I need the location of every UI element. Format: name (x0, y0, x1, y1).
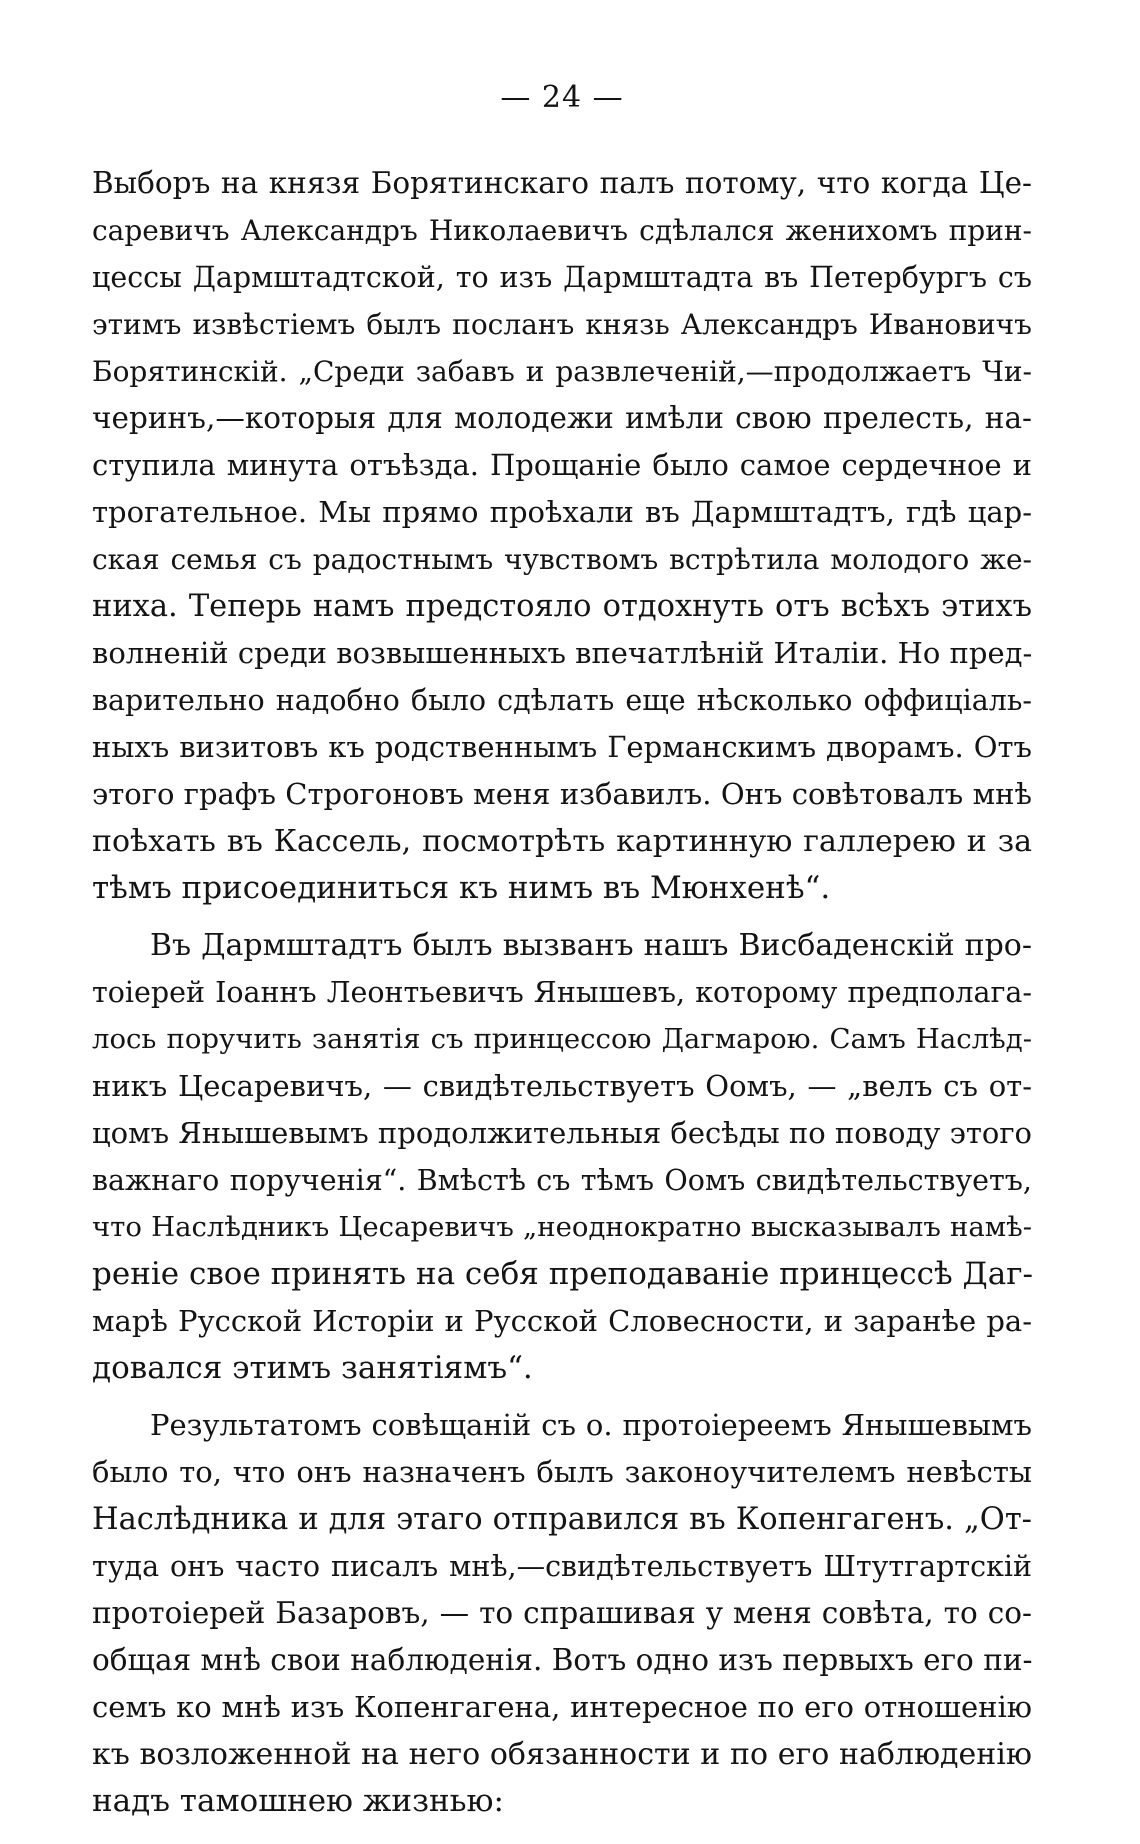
text-line: цессы Дармштадтской, то изъ Дармштадта въ Петербургъ съ (92, 261, 1032, 294)
text-line: важнаго порученія“. Вмѣстѣ съ тѣмъ Оомъ свидѣтельствуетъ, (92, 1164, 1032, 1197)
text-line: надъ тамошнею жизнью: (92, 1783, 504, 1819)
text-line: черинъ,—которыя для молодежи имѣли свою прелесть, на- (92, 401, 1032, 435)
text-line: марѣ Русской Исторіи и Русской Словесности, и заранѣе ра- (92, 1304, 1032, 1338)
text-line: протоіерей Базаровъ, — то спрашивая у меня совѣта, то со- (92, 1596, 1032, 1630)
text-line: тѣмъ присоединиться къ нимъ въ Мюнхенѣ“. (92, 870, 831, 906)
text-line: Наслѣдника и для этаго отправился въ Копенгагенъ. „От- (92, 1502, 1032, 1537)
text-line: ниха. Теперь намъ предстояло отдохнуть отъ всѣхъ этихъ (92, 589, 1032, 624)
paragraph (92, 160, 1032, 912)
text-line: что Наслѣдникъ Цесаревичъ „неоднократно высказывалъ намѣ- (92, 1211, 1032, 1243)
text-line: было то, что онъ назначенъ былъ законоучителемъ невѣсты (92, 1455, 1032, 1489)
body-text (92, 160, 1032, 1825)
book-page (92, 78, 1032, 1825)
text-line: Борятинскій. „Среди забавъ и развлеченій,—продолжаетъ Чи- (92, 355, 1032, 388)
text-line: къ возложенной на него обязанности и по его наблюденію (92, 1737, 1032, 1772)
text-line: ныхъ визитовъ къ родственнымъ Германскимъ дворамъ. Отъ (92, 730, 1032, 764)
page-number: — 24 — (500, 80, 624, 115)
text-line: тоіерей Іоаннъ Леонтьевичъ Янышевъ, которому предполага- (92, 976, 1032, 1009)
text-line: довался этимъ занятіямъ“. (92, 1350, 533, 1386)
text-line: лось поручить занятія съ принцессою Дагмарою. Самъ Наслѣд- (92, 1023, 1032, 1055)
text-line: варительно надобно было сдѣлать еще нѣсколько оффиціаль- (92, 684, 1032, 717)
paragraph (92, 922, 1032, 1392)
text-line: ступила минута отъѣзда. Прощаніе было самое сердечное и (92, 448, 1032, 482)
text-line: волненій среди возвышенныхъ впечатлѣній Италіи. Но пред- (92, 636, 1033, 670)
text-line: саревичъ Александръ Николаевичъ сдѣлался женихомъ прин- (92, 214, 1032, 247)
text-line: Результатомъ совѣщаній съ о. протоіереемъ Янышевымъ (150, 1408, 1032, 1442)
paragraph (92, 1402, 1032, 1825)
text-line: Выборъ на князя Борятинскаго палъ потому, что когда Це- (92, 166, 1032, 200)
text-line: этого графъ Строгоновъ меня избавилъ. Онъ совѣтовалъ мнѣ (92, 777, 1032, 811)
text-line: поѣхать въ Кассель, посмотрѣть картинную галлерею и за (92, 824, 1032, 859)
text-line: никъ Цесаревичъ, — свидѣтельствуетъ Оомъ, — „велъ съ от- (92, 1069, 1032, 1103)
text-line: реніе свое принять на себя преподаваніе принцессѣ Даг- (92, 1256, 1033, 1292)
text-line: общая мнѣ свои наблюденія. Вотъ одно изъ первыхъ его пи- (92, 1643, 1033, 1677)
text-line: этимъ извѣстіемъ былъ посланъ князь Александръ Ивановичъ (92, 308, 1032, 341)
text-line: семъ ко мнѣ изъ Копенгагена, интересное по его отношенію (92, 1690, 1032, 1724)
text-line: трогательное. Мы прямо проѣхали въ Дармштадтъ, гдѣ цар- (92, 495, 1032, 529)
text-line: Въ Дармштадтъ былъ вызванъ нашъ Висбаденскій про- (150, 928, 1032, 963)
text-line: цомъ Янышевымъ продолжительныя бесѣды по поводу этого (92, 1116, 1032, 1150)
text-line: ская семья съ радостнымъ чувствомъ встрѣтила молодого же- (92, 543, 1032, 576)
text-line: туда онъ часто писалъ мнѣ,—свидѣтельствуетъ Штутгартскій (92, 1550, 1032, 1583)
